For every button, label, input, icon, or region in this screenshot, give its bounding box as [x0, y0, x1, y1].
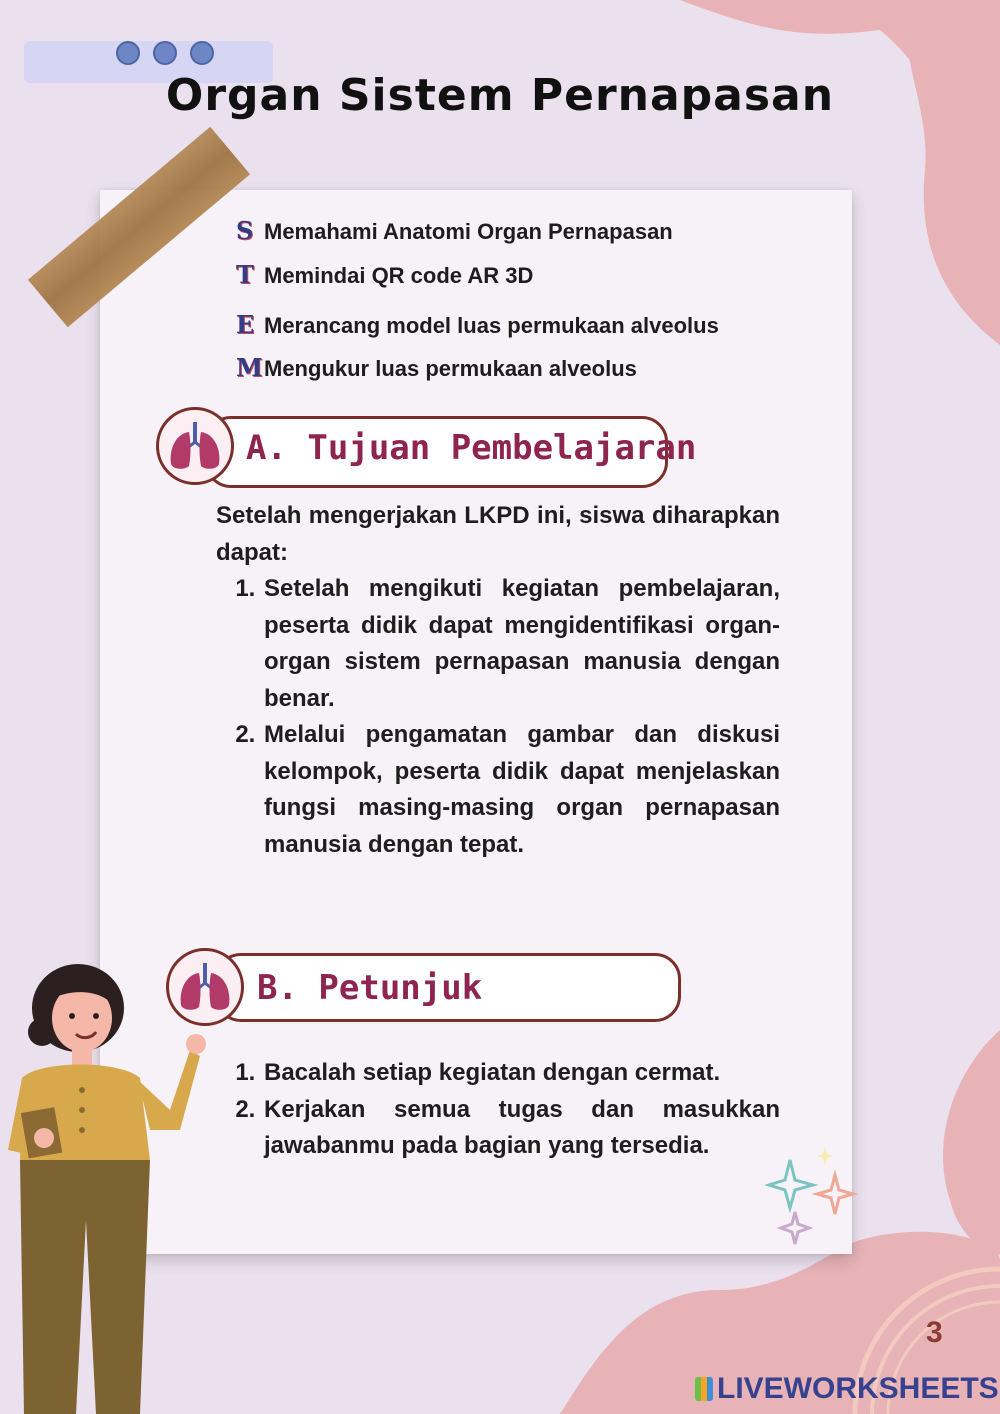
steam-letter: S: [236, 216, 254, 245]
steam-item-t: [236, 260, 533, 289]
section-a-intro: Setelah mengerjakan LKPD ini, siswa diharapkan dapat:: [216, 502, 780, 566]
steam-letter: E: [236, 310, 255, 339]
dot-icon: [190, 41, 214, 65]
page-title: Organ Sistem Pernapasan: [165, 70, 835, 121]
steam-item-s: [236, 216, 673, 245]
steam-text: Merancang model luas permukaan alveolus: [264, 313, 719, 338]
sparkle-decoration: [765, 1140, 860, 1255]
right-upper-blob: [904, 0, 1000, 345]
steam-letter: M: [236, 353, 263, 382]
steam-text: Memindai QR code AR 3D: [264, 263, 534, 288]
steam-item-e: [236, 310, 719, 339]
liveworksheets-logo-icon: [695, 1377, 713, 1401]
right-lower-blob: [943, 1030, 1000, 1255]
section-b-heading: B. Petunjuk: [257, 968, 483, 1008]
brand-footer[interactable]: [695, 1372, 999, 1406]
teacher-illustration: [0, 960, 220, 1414]
steam-text: Mengukur luas permukaan alveolus: [264, 356, 637, 381]
list-item: 2. Kerjakan semua tugas dan masukkan jawabanmu pada bagian yang tersedia.: [262, 1092, 780, 1165]
steam-item-m: [236, 353, 637, 382]
section-b-list: [218, 1055, 780, 1165]
brand-text: LIVEWORKSHEETS: [717, 1372, 999, 1405]
section-a-heading: A. Tujuan Pembelajaran: [246, 428, 697, 468]
dot-icon: [116, 41, 140, 65]
list-item: 2. Melalui pengamatan gambar dan diskusi kelompok, peserta didik dapat menjelaskan fungsi masing-masing organ pernapasan manusia dengan tepat.: [262, 717, 780, 863]
steam-text: Memahami Anatomi Organ Pernapasan: [264, 219, 673, 244]
section-a-list: [218, 571, 780, 863]
section-a-badge: [156, 407, 234, 485]
dot-icon: [153, 41, 177, 65]
steam-letter: T: [236, 260, 254, 289]
list-item: 1. Bacalah setiap kegiatan dengan cermat.: [262, 1055, 780, 1092]
lungs-icon: [159, 410, 231, 482]
page-number: 3: [926, 1316, 943, 1349]
list-item: 1. Setelah mengikuti kegiatan pembelajaran, peserta didik dapat mengidentifikasi organ-organ sistem pernapasan manusia dengan benar.: [262, 571, 780, 717]
